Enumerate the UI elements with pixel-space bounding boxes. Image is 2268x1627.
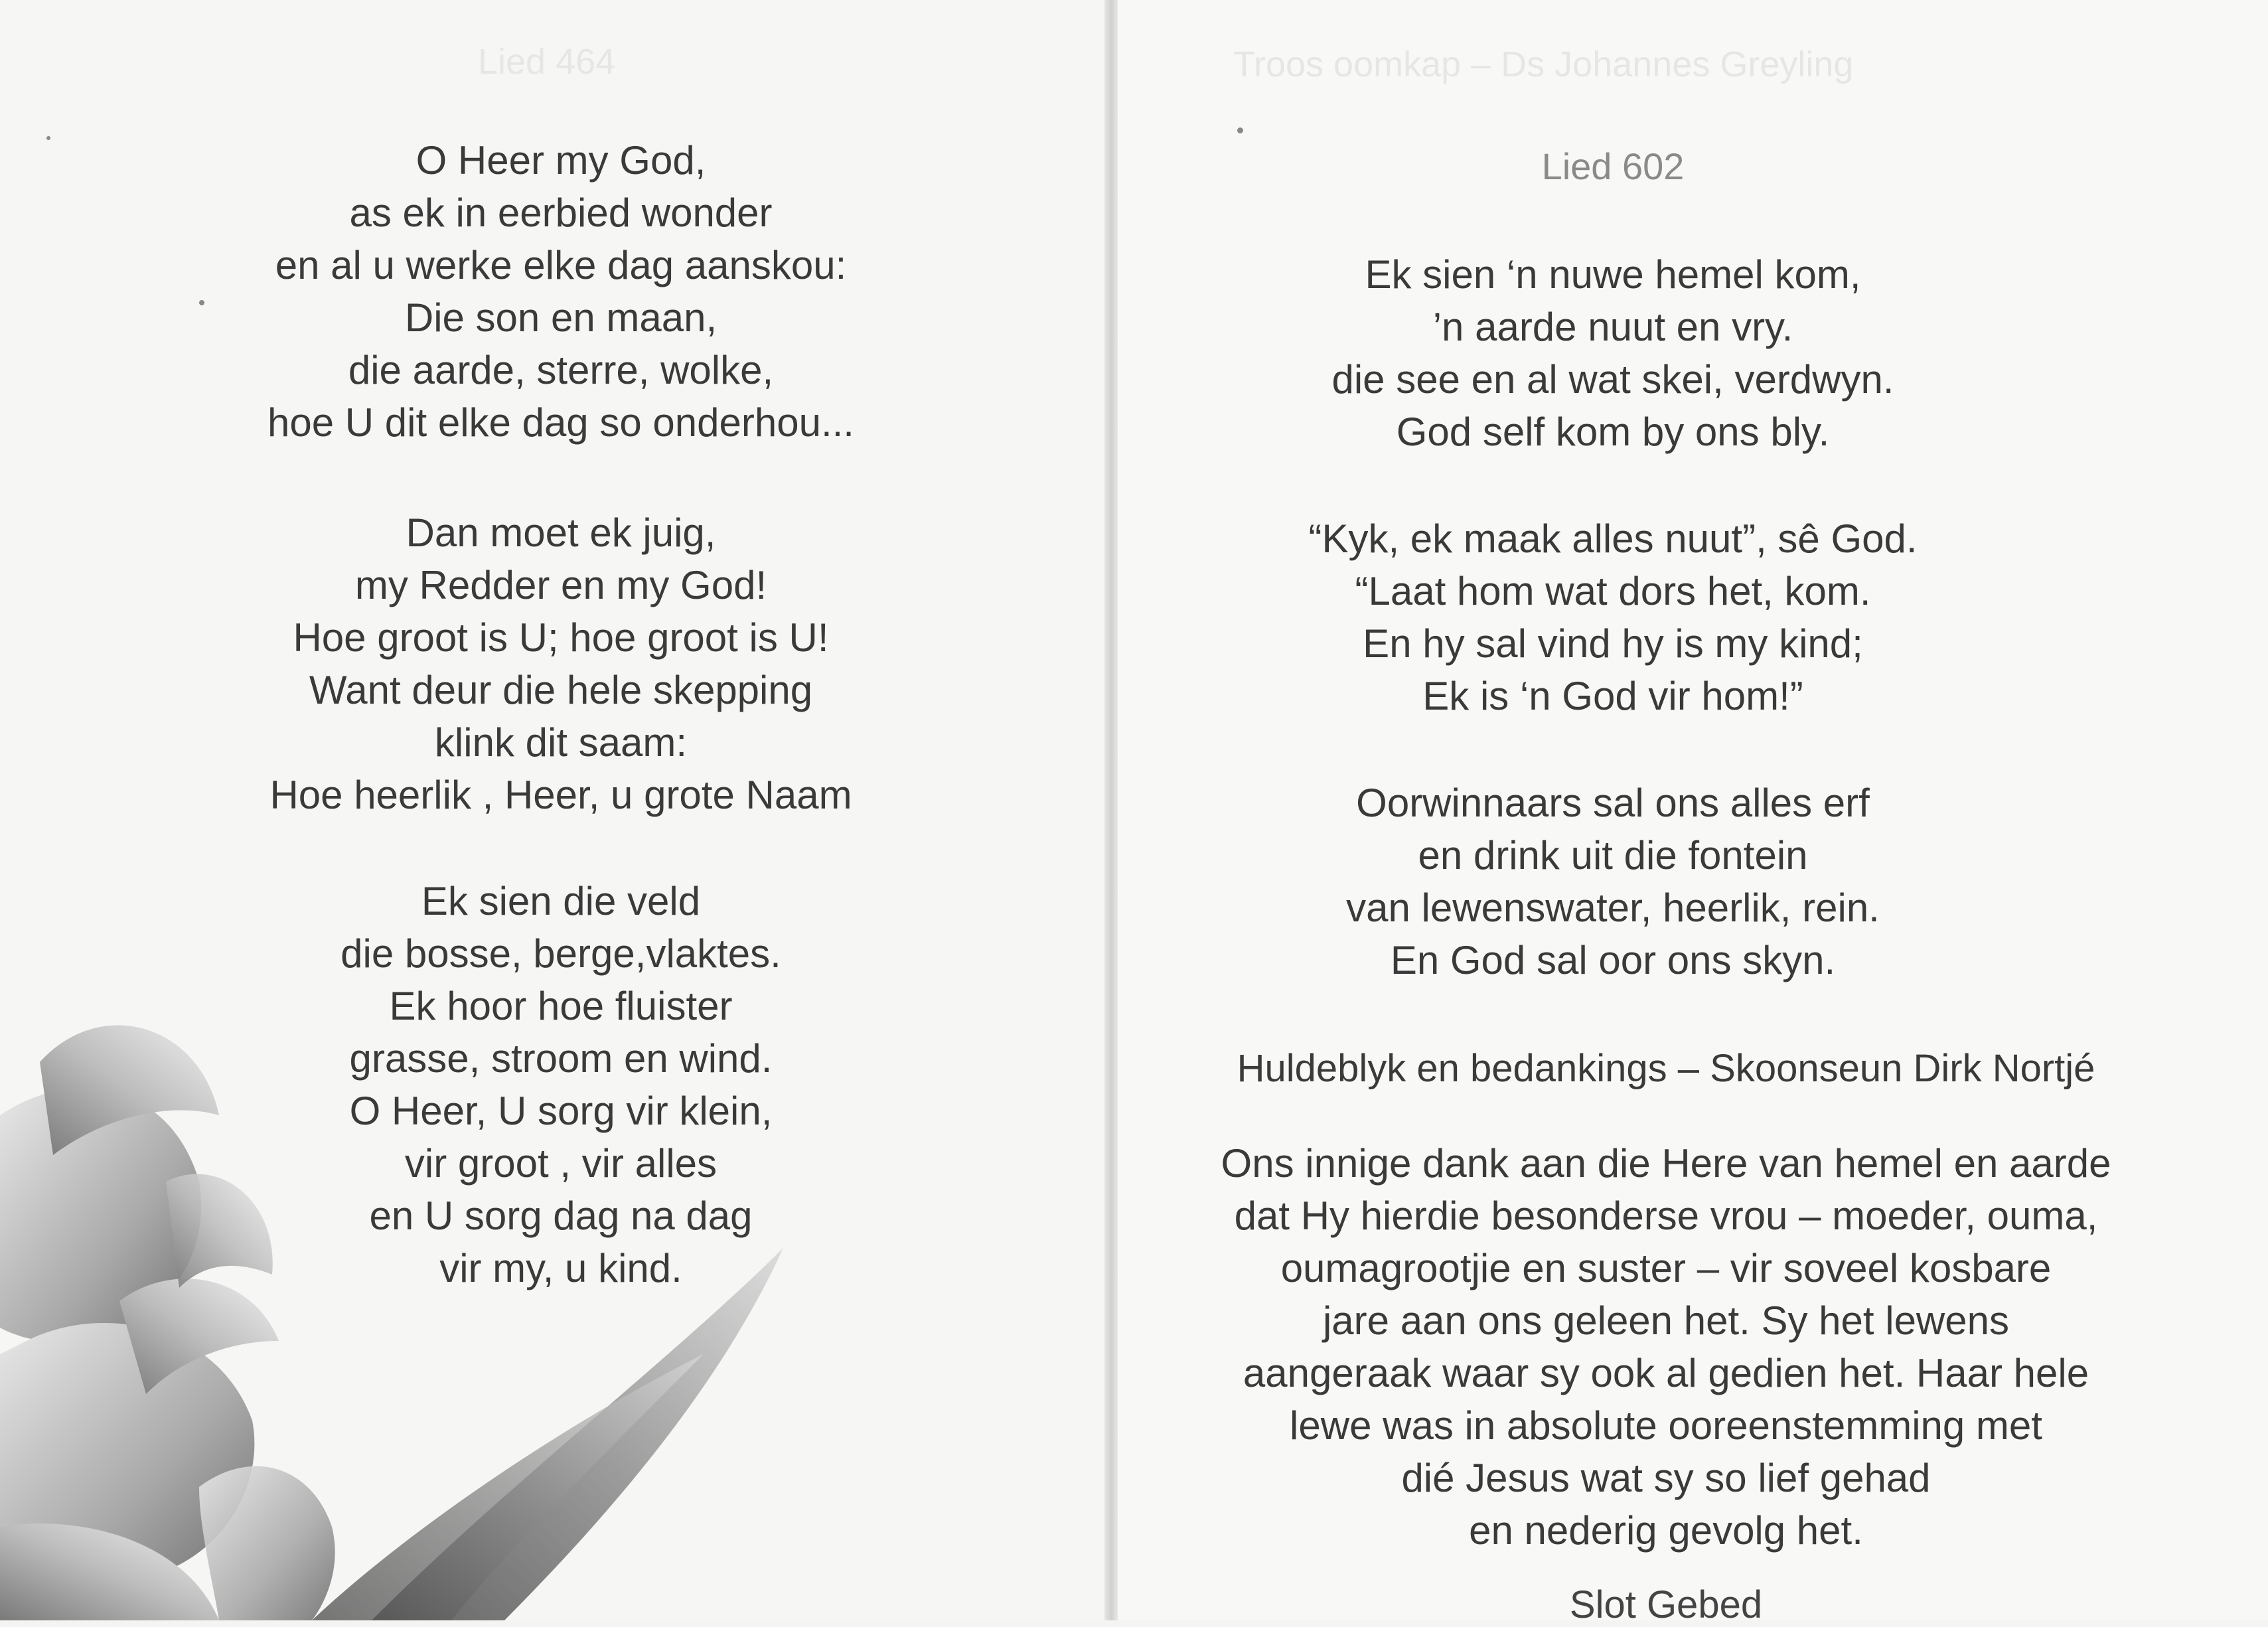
- hymn-stanza-1: [119, 134, 1002, 449]
- stanza-line: Hoe groot is U; hoe groot is U!: [293, 615, 829, 660]
- stanza-line: as ek in eerbied wonder: [349, 191, 773, 235]
- tribute-line: Ons innige dank aan die Here van hemel en aarde: [1221, 1141, 2111, 1186]
- paper-speck: [1237, 127, 1243, 133]
- stanza-line: klink dit saam:: [434, 720, 688, 765]
- tribute-line: aangeraak waar sy ook al gedien het. Haar hele: [1243, 1351, 2089, 1395]
- stanza-line: Hoe heerlik , Heer, u grote Naam: [269, 773, 852, 817]
- tribute-paragraph: [1142, 1137, 2190, 1557]
- tulip-flowers-illustration: [0, 982, 796, 1620]
- song-stanza-3: [1215, 777, 2011, 986]
- stanza-line: ’n aarde nuut en vry.: [1432, 305, 1793, 349]
- stanza-line: en drink uit die fontein: [1418, 833, 1808, 878]
- tribute-line: oumagrootjie en suster – vir soveel kosbare: [1280, 1246, 2052, 1290]
- stanza-line: Ek sien ‘n nuwe hemel kom,: [1365, 252, 1861, 297]
- paper-speck: [199, 300, 204, 305]
- tribute-line: lewe was in absolute ooreenstemming met: [1290, 1403, 2042, 1448]
- stanza-line: Ek sien die veld: [421, 879, 701, 923]
- stanza-line: vir groot , vir alles: [404, 1141, 718, 1186]
- stanza-line: en al u werke elke dag aanskou:: [275, 243, 847, 287]
- stanza-line: God self kom by ons bly.: [1396, 410, 1830, 454]
- stanza-line: “Laat hom wat dors het, kom.: [1355, 569, 1871, 613]
- song-stanza-2: [1215, 512, 2011, 722]
- paper-speck: [46, 136, 50, 140]
- stanza-line: die bosse, berge,vlaktes.: [340, 931, 781, 976]
- stanza-line: “Kyk, ek maak alles nuut”, sê God.: [1308, 516, 1918, 561]
- left-header-bleed: Lied 464: [478, 42, 616, 82]
- song-title: Lied 602: [1541, 145, 1685, 187]
- tribute-line: jare aan ons geleen het. Sy het lewens: [1322, 1298, 2010, 1343]
- stanza-line: die see en al wat skei, verdwyn.: [1331, 357, 1894, 402]
- stanza-line: En hy sal vind hy is my kind;: [1363, 621, 1863, 666]
- stanza-line: die aarde, sterre, wolke,: [348, 348, 774, 392]
- tribute-line: en nederig gevolg het.: [1469, 1508, 1863, 1553]
- stanza-line: grasse, stroom en wind.: [349, 1036, 773, 1081]
- song-stanza-1: [1215, 248, 2011, 458]
- hymn-stanza-2: [119, 506, 1002, 821]
- stanza-line: Ek is ‘n God vir hom!”: [1422, 674, 1803, 718]
- stanza-line: O Heer, U sorg vir klein,: [349, 1089, 773, 1133]
- tribute-line: dié Jesus wat sy so lief gehad: [1401, 1456, 1931, 1500]
- stanza-line: O Heer my God,: [416, 138, 706, 183]
- tribute-heading: Huldeblyk en bedankings – Skoonseun Dirk Nortjé: [1237, 1047, 2095, 1090]
- stanza-line: Dan moet ek juig,: [406, 510, 716, 555]
- stanza-line: Die son en maan,: [404, 295, 718, 340]
- closing-prayer-heading: Slot Gebed: [1569, 1583, 1763, 1626]
- stanza-line: van lewenswater, heerlik, rein.: [1346, 886, 1880, 930]
- stanza-line: vir my, u kind.: [439, 1246, 682, 1290]
- stanza-line: en U sorg dag na dag: [369, 1194, 753, 1238]
- stanza-line: my Redder en my God!: [354, 563, 767, 607]
- stanza-line: Want deur die hele skepping: [309, 668, 813, 712]
- stanza-line: Oorwinnaars sal ons alles erf: [1356, 781, 1870, 825]
- stanza-line: hoe U dit elke dag so onderhou...: [267, 400, 854, 445]
- left-page: [0, 0, 1107, 1620]
- stanza-line: Ek hoor hoe fluister: [389, 984, 733, 1028]
- right-header-bleed: Troos oomkap – Ds Johannes Greyling: [1233, 44, 1854, 84]
- stanza-line: En God sal oor ons skyn.: [1390, 938, 1836, 982]
- tribute-line: dat Hy hierdie besonderse vrou – moeder, ouma,: [1234, 1194, 2098, 1238]
